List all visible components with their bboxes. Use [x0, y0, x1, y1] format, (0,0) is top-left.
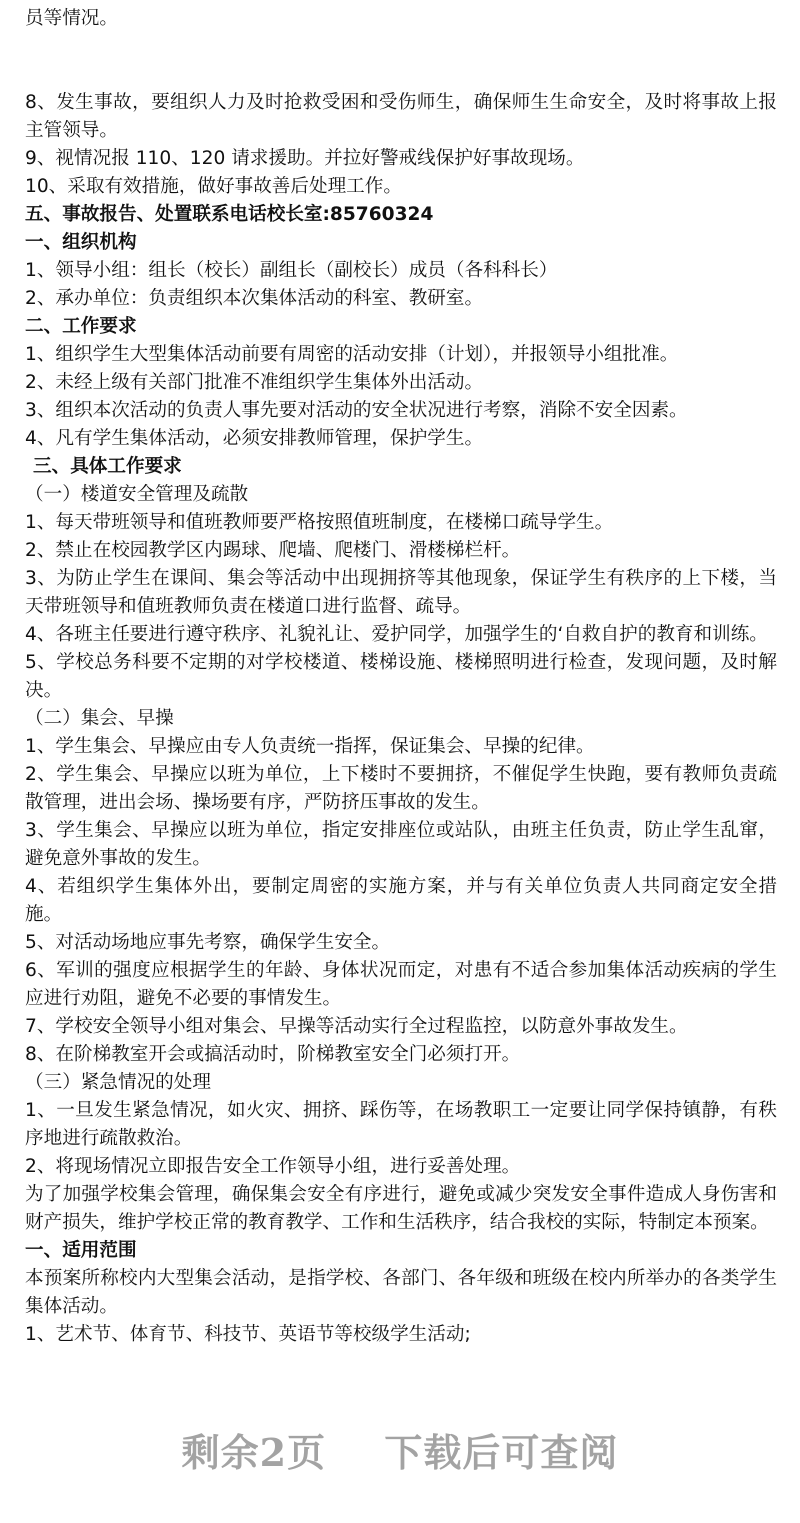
download-to-view-text[interactable]: 下载后可查阅: [384, 1430, 619, 1475]
paragraph: 5、学校总务科要不定期的对学校楼道、楼梯设施、楼梯照明进行检查，发现问题，及时解决。: [25, 652, 777, 701]
paragraph: 4、各班主任要进行遵守秩序、礼貌礼让、爱护同学，加强学生的‘自救自护的教育和训练。: [25, 624, 768, 645]
section-heading: 五、事故报告、处置联系电话校长室:85760324: [25, 204, 434, 225]
paragraph: 1、领导小组：组长（校长）副组长（副校长）成员（各科科长）: [25, 260, 558, 281]
paragraph: 2、禁止在校园教学区内踢球、爬墙、爬楼门、滑楼梯栏杆。: [25, 540, 521, 561]
section-heading: 一、适用范围: [25, 1240, 137, 1261]
paragraph: 9、视情况报 110、120 请求援助。并拉好警戒线保护好事故现场。: [25, 148, 585, 169]
paragraph: 3、组织本次活动的负责人事先要对活动的安全状况进行考察，消除不安全因素。: [25, 400, 688, 421]
paragraph: 为了加强学校集会管理，确保集会安全有序进行，避免或减少突发安全事件造成人身伤害和财产损失，维护学校正常的教育教学、工作和生活秩序，结合我校的实际，特制定本预案。: [25, 1184, 777, 1233]
paragraph: 10、采取有效措施，做好事故善后处理工作。: [25, 176, 402, 197]
section-heading: 一、组织机构: [25, 232, 137, 253]
paragraph: 1、组织学生大型集体活动前要有周密的活动安排（计划），并报领导小组批准。: [25, 344, 679, 365]
spacer: [25, 33, 777, 89]
paragraph: 1、艺术节、体育节、科技节、英语节等校级学生活动;: [25, 1324, 471, 1345]
paragraph: 8、发生事故，要组织人力及时抢救受困和受伤师生，确保师生生命安全，及时将事故上报主管领导。: [25, 92, 777, 141]
paragraph: 4、若组织学生集体外出，要制定周密的实施方案，并与有关单位负责人共同商定安全措施。: [25, 876, 777, 925]
paragraph: 8、在阶梯教室开会或搞活动时，阶梯教室安全门必须打开。: [25, 1044, 521, 1065]
paragraph: 2、学生集会、早操应以班为单位，上下楼时不要拥挤，不催促学生快跑，要有教师负责疏散管理，进出会场、操场要有序，严防挤压事故的发生。: [25, 764, 777, 813]
paragraph: 本预案所称校内大型集会活动，是指学校、各部门、各年级和班级在校内所举办的各类学生集体活动。: [25, 1268, 777, 1317]
paragraph: 2、将现场情况立即报告安全工作领导小组，进行妥善处理。: [25, 1156, 521, 1177]
remaining-pages-text: 剩余2页: [181, 1430, 327, 1475]
paragraph: 3、为防止学生在课间、集会等活动中出现拥挤等其他现象，保证学生有秩序的上下楼，当天带班领导和值班教师负责在楼道口进行监督、疏导。: [25, 568, 777, 617]
paragraph: 5、对活动场地应事先考察，确保学生安全。: [25, 932, 391, 953]
section-heading: 二、工作要求: [25, 316, 137, 337]
paragraph: （三）紧急情况的处理: [25, 1072, 211, 1093]
paragraph: 1、学生集会、早操应由专人负责统一指挥，保证集会、早操的纪律。: [25, 736, 595, 757]
paragraph: 员等情况。: [25, 8, 118, 29]
document-body: [25, 5, 777, 1349]
paragraph: 2、承办单位：负责组织本次集体活动的科室、教研室。: [25, 288, 484, 309]
paragraph: 7、学校安全领导小组对集会、早操等活动实行全过程监控，以防意外事故发生。: [25, 1016, 688, 1037]
paragraph: 1、每天带班领导和值班教师要严格按照值班制度，在楼梯口疏导学生。: [25, 512, 614, 533]
paragraph: 6、军训的强度应根据学生的年龄、身体状况而定，对患有不适合参加集体活动疾病的学生应进行劝阻，避免不必要的事情发生。: [25, 960, 777, 1009]
download-prompt[interactable]: [0, 1422, 800, 1477]
paragraph: 4、凡有学生集体活动，必须安排教师管理，保护学生。: [25, 428, 484, 449]
paragraph: （一）楼道安全管理及疏散: [25, 484, 249, 505]
paragraph: 1、一旦发生紧急情况，如火灾、拥挤、踩伤等，在场教职工一定要让同学保持镇静，有秩序地进行疏散救治。: [25, 1100, 777, 1149]
section-heading: 三、具体工作要求: [33, 456, 182, 477]
paragraph: 3、学生集会、早操应以班为单位，指定安排座位或站队，由班主任负责，防止学生乱窜，避免意外事故的发生。: [25, 820, 777, 869]
paragraph: （二）集会、早操: [25, 708, 174, 729]
paragraph: 2、未经上级有关部门批准不准组织学生集体外出活动。: [25, 372, 484, 393]
